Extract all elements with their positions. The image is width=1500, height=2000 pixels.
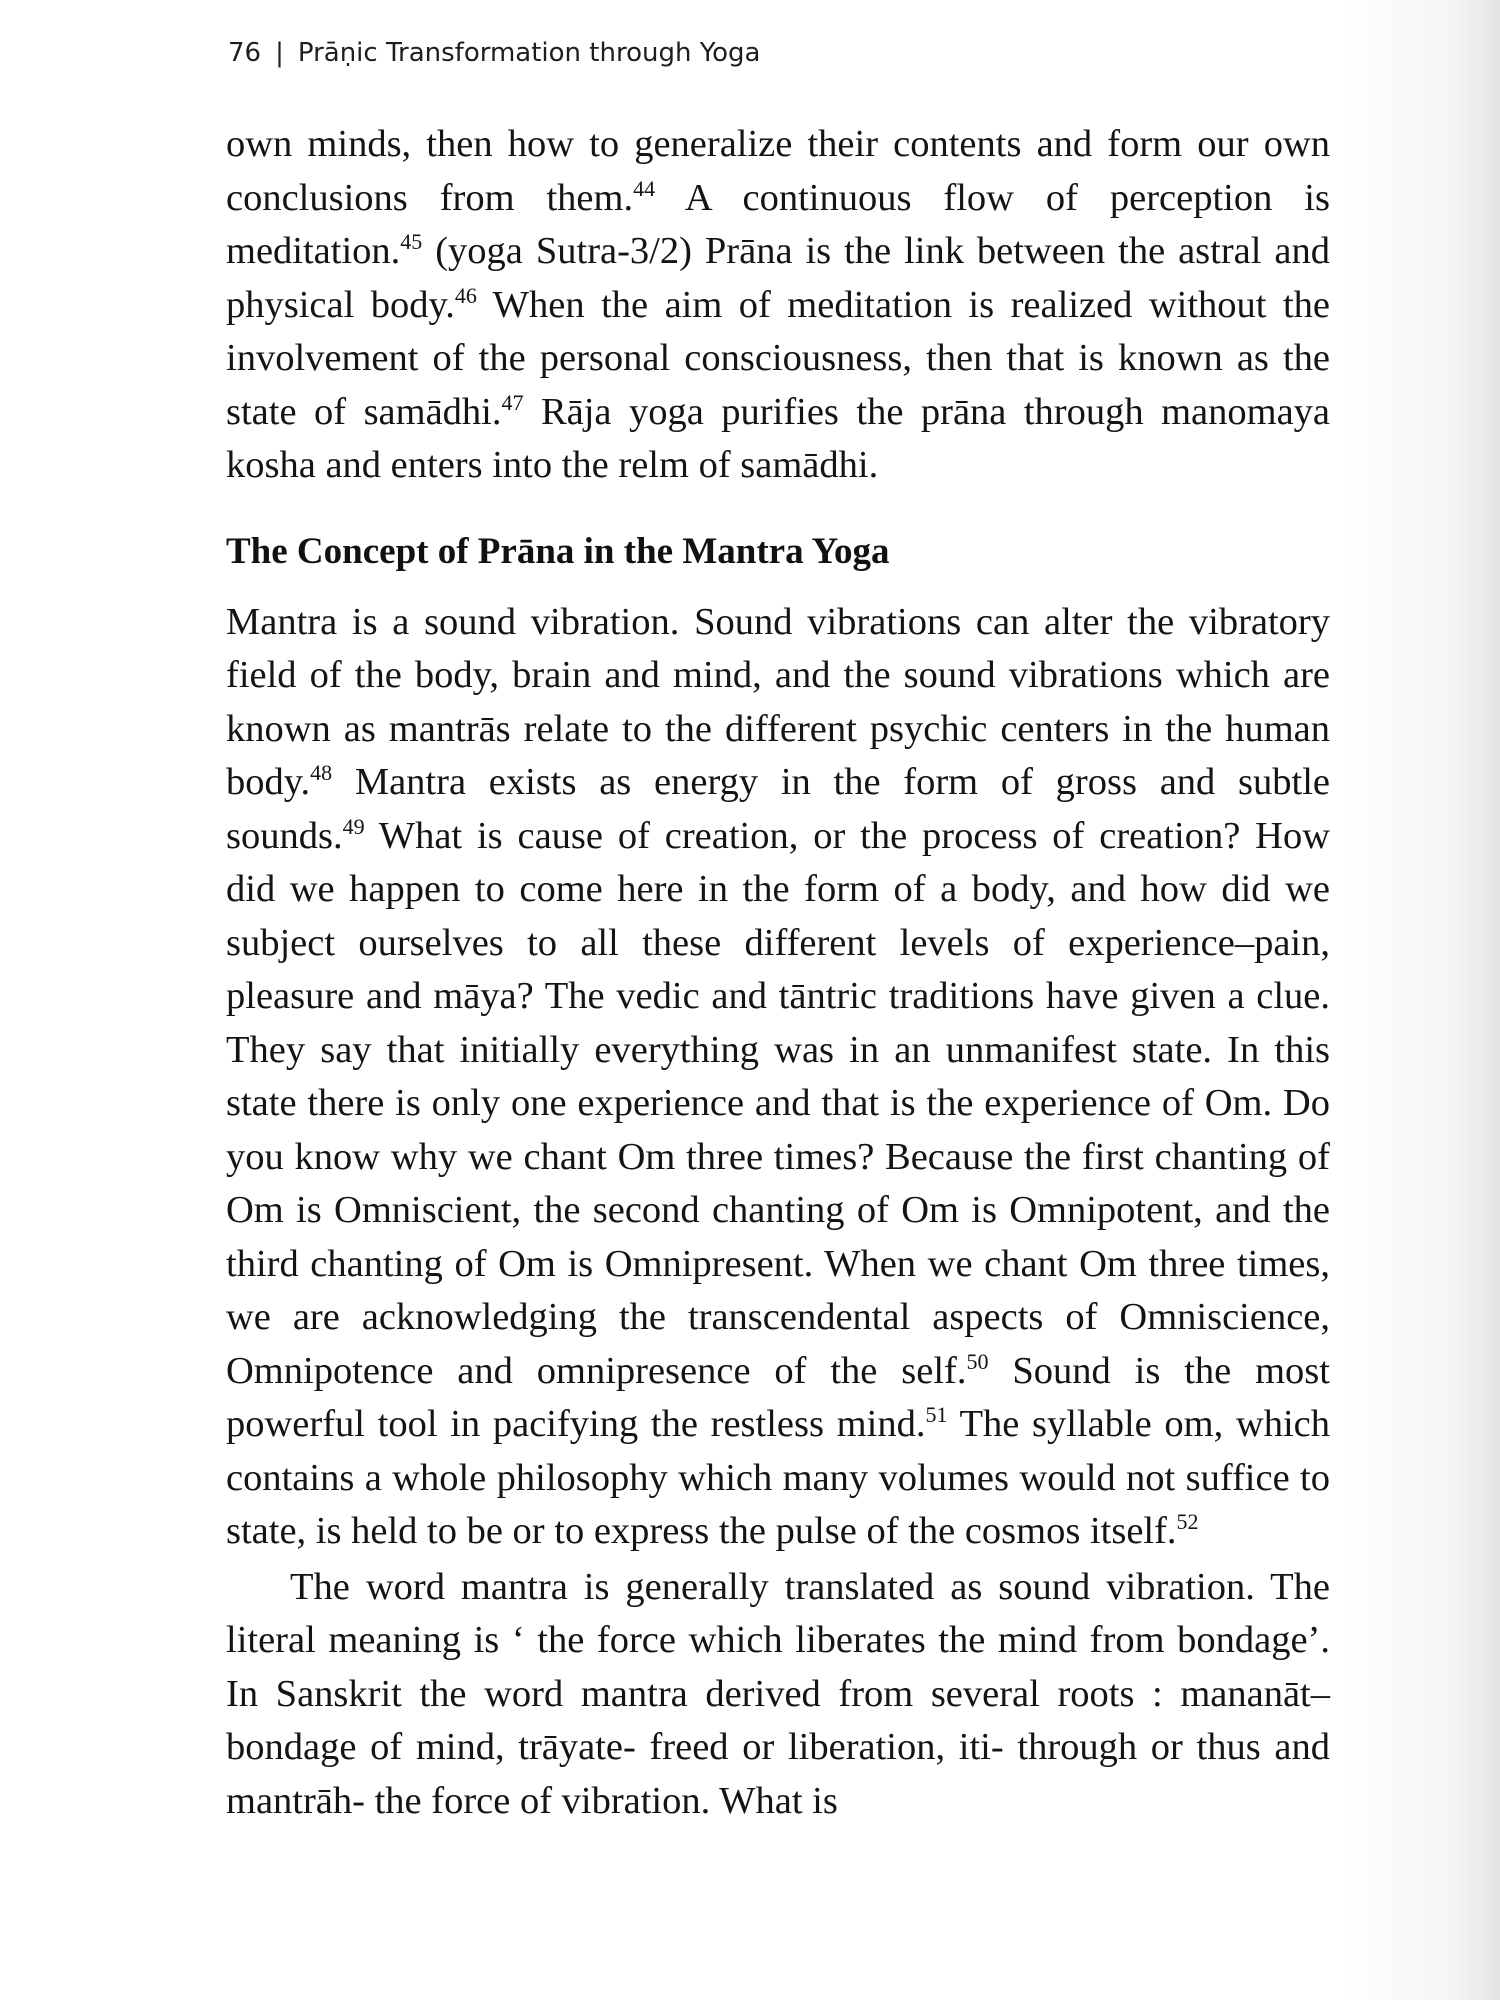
paragraph-continued: own minds, then how to generalize their contents and form our own conclusions from them.$^{44}$ A continuous flow of perception is meditation.$^{45}$ (yoga Sutra-3/2) Prāna is the link between the astral and physical body.$^{46}$ When the aim of meditation is realized without the involvement of the personal consciousness, then that is known as the state of samādhi.$^{47}$ Rāja yoga purifies the prāna through manomaya kosha and enters into the relm of samādhi. — [226, 123, 1330, 486]
page-edge-shadow — [1340, 0, 1500, 2000]
footnote-ref: 52 — [1176, 1509, 1199, 1534]
book-title: Prāṇic Transformation through Yoga — [297, 38, 761, 68]
footnote-ref: 48 — [310, 760, 333, 785]
paragraph-word-mantra: The word mantra is generally translated as sound vibration. The literal meaning is ‘ the force which liberates the mind from bondage’. In Sanskrit the word mantra derived from several roots : mananāt–bondage of mind, trāyate- freed or liberation, iti- through or thus and mantrāh- the force of vibration. What is — [226, 1565, 1330, 1822]
footnote-ref: 46 — [454, 282, 477, 308]
page-number: 76 — [228, 38, 262, 68]
footnote-ref: 49 — [342, 813, 365, 839]
header-separator: | — [275, 38, 284, 68]
footnote-ref: 44 — [633, 175, 656, 201]
running-header — [228, 38, 761, 68]
paragraph-mantra: Mantra is a sound vibration. Sound vibrations can alter the vibratory field of the body, brain and mind, and the sound vibrations which are known as mantrās relate to the different psychic centers in the human body.$^{48}$ Mantra exists as energy in the form of gross and subtle sounds.$^{49}$ What is cause of creation, or the process of creation? How did we happen to come here in the form of a body, and how did we subject ourselves to all these different levels of experience–pain, pleasure and māya? The vedic and tāntric traditions have given a clue. They say that initially everything was in an unmanifest state. In this state there is only one experience and that is the experience of Om. Do you know why we chant Om three times? Because the first chanting of Om is Omniscient, the second chanting of Om is Omnipotent, and the third chanting of Om is Omnipresent. When we chant Om three times, we are acknowledging the transcendental aspects of Omniscience, Omnipotence and omnipresence of the self.$^{50}$ Sound is the most powerful tool in pacifying the restless mind.$^{51}$ The syllable om, which contains a whole philosophy which many volumes would not suffice to state, is held to be or to express the pulse of the cosmos itself.$^{52}$ — [226, 600, 1330, 1552]
footnote-ref: 50 — [966, 1348, 989, 1374]
footnote-ref: 47 — [501, 389, 524, 415]
footnote-ref: 45 — [400, 229, 423, 254]
section-heading: The Concept of Prāna in the Mantra Yoga — [226, 530, 890, 572]
footnote-ref: 51 — [925, 1402, 948, 1427]
page-body — [226, 118, 1330, 1828]
